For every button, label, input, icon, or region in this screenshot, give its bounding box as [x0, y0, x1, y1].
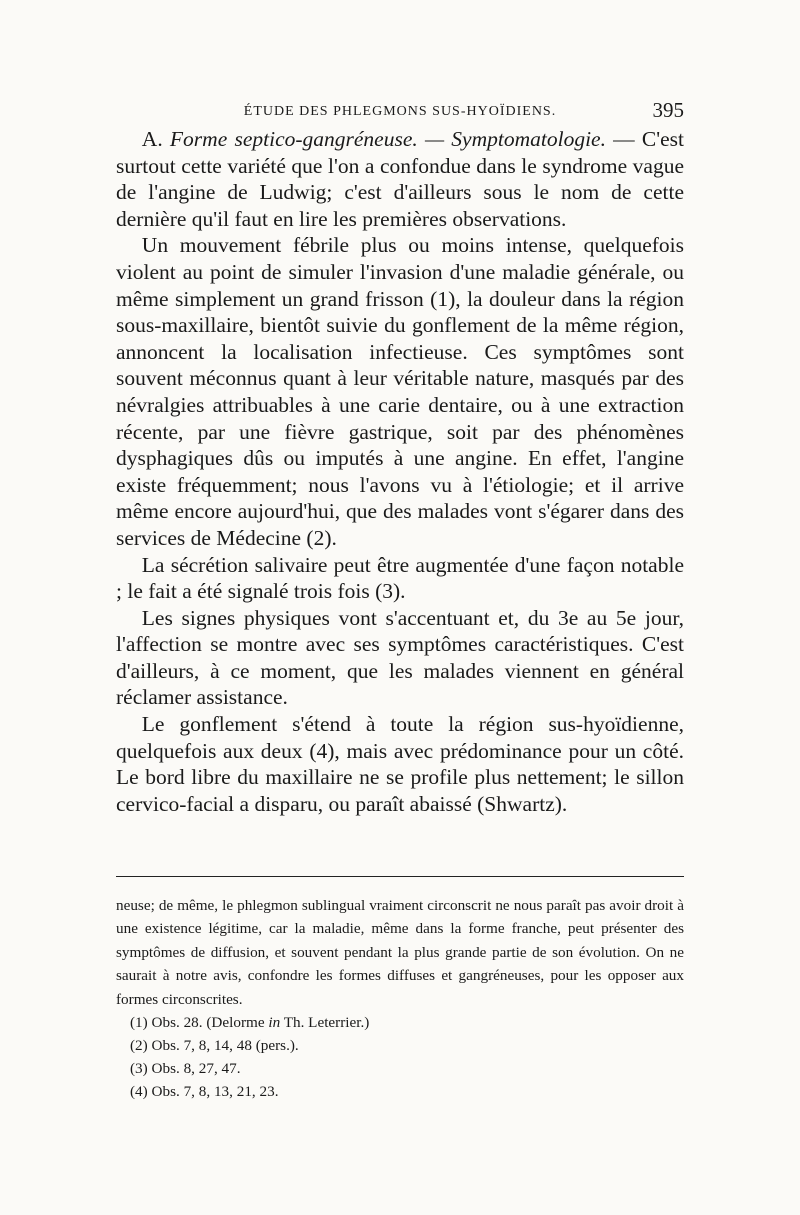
- section-opening-paragraph: [116, 126, 684, 232]
- running-header: [116, 98, 684, 128]
- body-paragraph: Le gonflement s'étend à toute la région sus-hyoïdienne, quelquefois aux deux (4), mais avec prédominance pour un côté. Le bord libre du maxillaire ne se profile plus nettement; le sillon cervico-facial a disparu, ou paraît abaissé (Shwartz).: [116, 712, 684, 816]
- footnote: (1) Obs. 28. (Delorme in Th. Leterrier.): [130, 1014, 370, 1032]
- footnote-continuation: neuse; de même, le phlegmon sublingual vraiment circonscrit ne nous paraît pas avoir droit à une existence légitime, car la maladie, même dans la forme franche, peut présenter des symptômes de diffusion, et souvent pendant la plus grande partie de son évolution. On ne saurait à notre avis, confondre les formes diffuses et gangréneuses, pour les opposer aux formes circonscrites.: [116, 897, 684, 1008]
- body-paragraph: Les signes physiques vont s'accentuant et, du 3e au 5e jour, l'affection se montre avec ses symptômes caractéristiques. C'est d'ailleurs, à ce moment, que les malades viennent en général réclamer assistance.: [116, 605, 684, 710]
- page-number: 395: [652, 98, 684, 122]
- footnotes: [116, 894, 684, 1103]
- body-paragraph: La sécrétion salivaire peut être augmentée d'une façon notable ; le fait a été signalé trois fois (3).: [116, 552, 684, 604]
- footnote-separator-rule: [116, 876, 684, 877]
- section-lead-text: — C'est surtout cette variété que l'on a confondue dans le syndrome vague de l'angine de Ludwig; c'est d'ailleurs sous le nom de cette dernière qu'il faut en lire les premières observations.: [116, 127, 684, 231]
- footnote-marker: (4): [130, 1083, 148, 1101]
- footnote: (4) Obs. 7, 8, 13, 21, 23.: [130, 1083, 279, 1101]
- section-label: A.: [141, 127, 163, 151]
- body-paragraph: Un mouvement fébrile plus ou moins intense, quelquefois violent au point de simuler l'invasion d'une maladie générale, ou même simplement un grand frisson (1), la douleur dans la région sous-maxillaire, bientôt suivie du gonflement de la même région, annoncent la localisation infectieuse. Ces symptômes sont souvent méconnus quant à leur véritable nature, masqués par des névralgies attribuables à une carie dentaire, ou à une extraction récente, par une fièvre gastrique, soit par des phénomènes dysphagiques dûs ou imputés à une angine. En effet, l'angine existe fréquemment; nous l'avons vu à l'étiologie; et il arrive même encore aujourd'hui, que des malades vont s'égarer dans des services de Médecine (2).: [116, 233, 684, 550]
- running-title: ÉTUDE DES PHLEGMONS SUS-HYOÏDIENS.: [243, 104, 557, 119]
- footnote-marker: (3): [130, 1060, 148, 1078]
- section-heading: Forme septico-gangréneuse. — Symptomatologie.: [169, 127, 606, 151]
- footnote: (3) Obs. 8, 27, 47.: [130, 1060, 241, 1078]
- footnote-marker: (2): [130, 1037, 148, 1055]
- footnote: (2) Obs. 7, 8, 14, 48 (pers.).: [130, 1037, 299, 1055]
- main-text: [116, 126, 684, 817]
- footnote-marker: (1): [130, 1014, 148, 1032]
